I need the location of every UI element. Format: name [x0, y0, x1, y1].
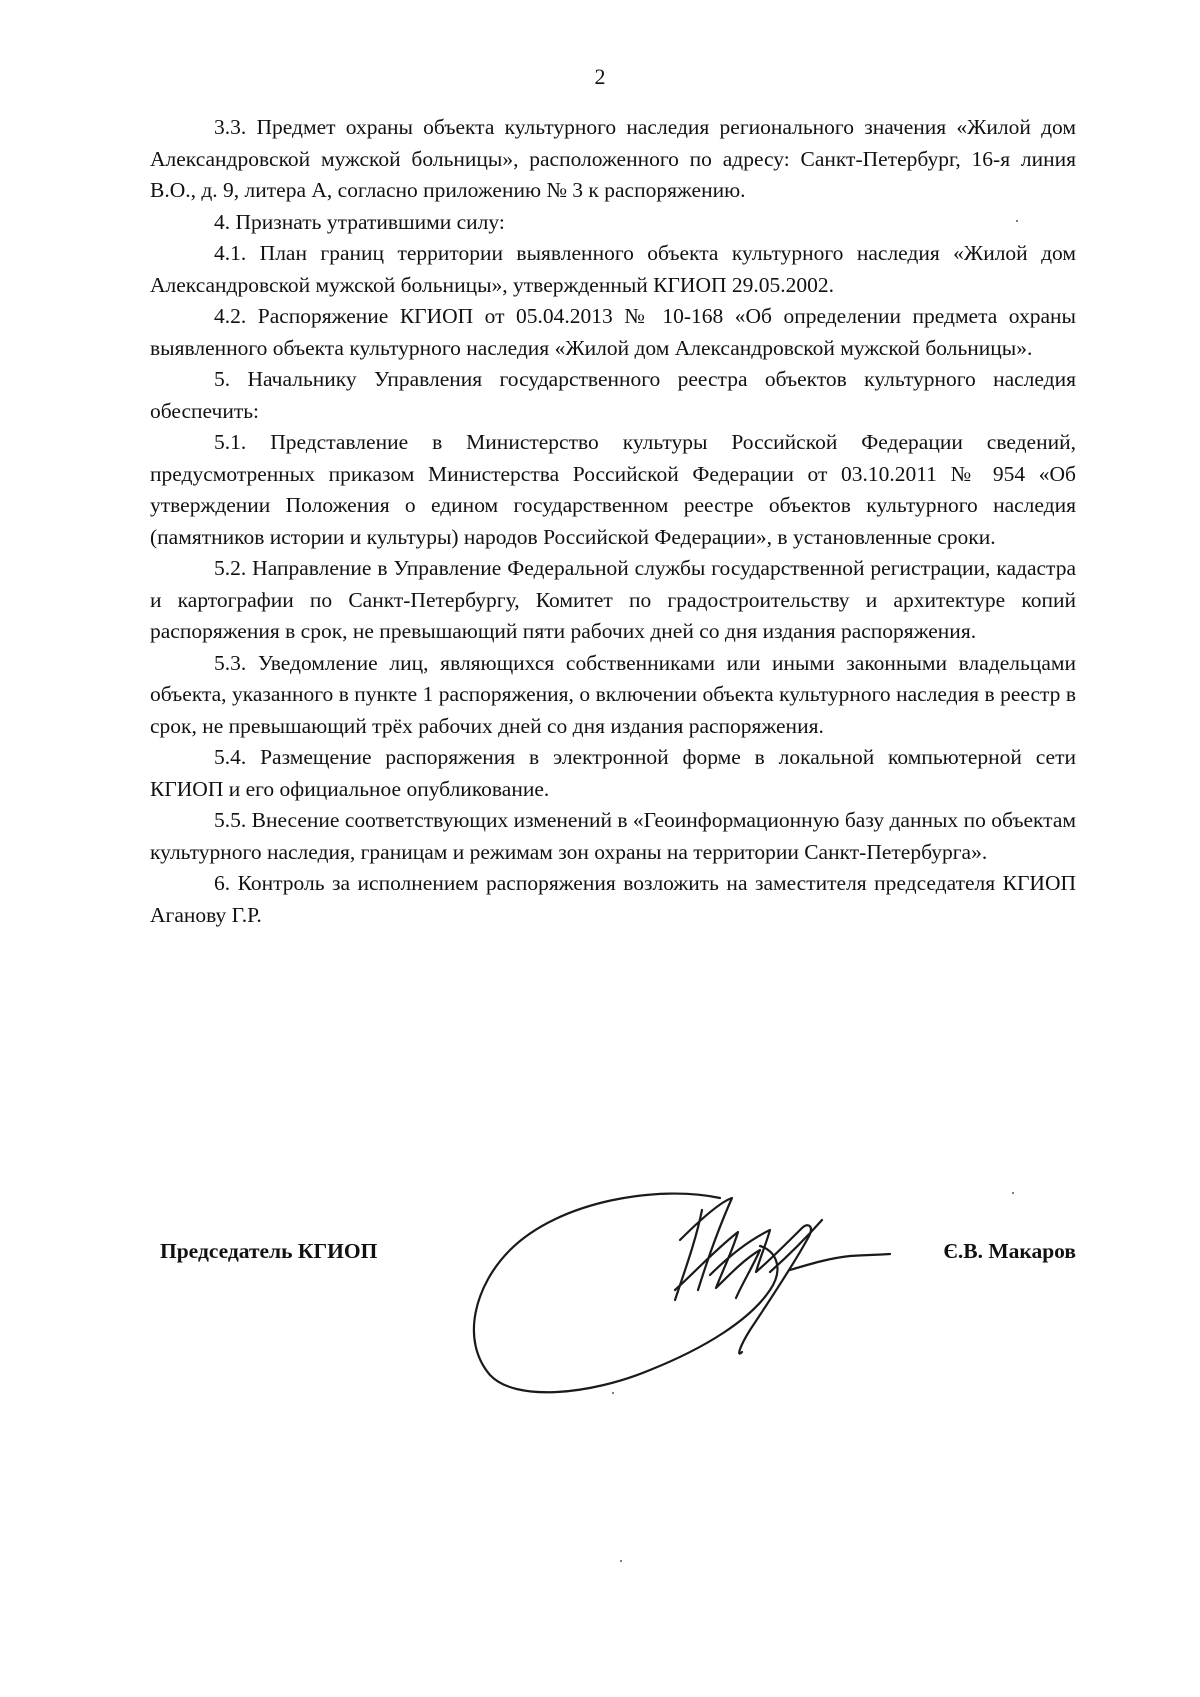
signatory-title: Председатель КГИОП: [160, 1239, 378, 1263]
paragraph-5-4: 5.4. Размещение распоряжения в электронной форме в локальной компьютерной сети КГИОП и его официальное опубликование.: [150, 745, 1076, 801]
scan-speck: [1012, 1192, 1014, 1194]
scan-speck: [620, 1560, 622, 1562]
scan-speck: [1016, 220, 1018, 222]
paragraph-5-1: 5.1. Представление в Министерство культуры Российской Федерации сведений, предусмотренных приказом Министерства Российской Федерации от 03.10.2011 № 954 «Об утверждении Положения о едином государственном реестре объектов культурного наследия (памятников истории и культуры) народов Российской Федерации», в установленные сроки.: [150, 430, 1076, 549]
paragraph-5: 5. Начальнику Управления государственного реестра объектов культурного наследия обеспечить:: [150, 367, 1076, 423]
document-body: [150, 112, 1076, 931]
paragraph-5-2: 5.2. Направление в Управление Федеральной службы государственной регистрации, кадастра и картографии по Санкт-Петербургу, Комитет по градостроительству и архитектуре копий распоряжения в срок, не превышающий пяти рабочих дней со дня издания распоряжения.: [150, 556, 1076, 643]
signatory-name: Є.В. Макаров: [943, 1239, 1076, 1263]
scan-speck: [612, 1392, 614, 1394]
paragraph-5-3: 5.3. Уведомление лиц, являющихся собственниками или иными законными владельцами объекта, указанного в пункте 1 распоряжения, о включении объекта культурного наследия в реестр в срок, не превышающий трёх рабочих дней со дня издания распоряжения.: [150, 650, 1076, 738]
paragraph-4: 4. Признать утратившими силу:: [214, 209, 505, 234]
paragraph-5-5: 5.5. Внесение соответствующих изменений в «Геоинформационную базу данных по объектам культурного наследия, границам и режимам зон охраны на территории Санкт-Петербурга».: [150, 808, 1076, 864]
page-number: 2: [594, 64, 606, 89]
paragraph-6: 6. Контроль за исполнением распоряжения возложить на заместителя председателя КГИОП Аганову Г.Р.: [150, 871, 1076, 927]
paragraph-4-1: 4.1. План границ территории выявленного объекта культурного наследия «Жилой дом Александровской мужской больницы», утвержденный КГИОП 29.05.2002.: [150, 241, 1076, 297]
paragraph-4-2: 4.2. Распоряжение КГИОП от 05.04.2013 № 10-168 «Об определении предмета охраны выявленного объекта культурного наследия «Жилой дом Александровской мужской больницы».: [150, 304, 1076, 360]
handwritten-signature-icon: [470, 1180, 930, 1400]
paragraph-3-3: 3.3. Предмет охраны объекта культурного наследия регионального значения «Жилой дом Александровской мужской больницы», расположенного по адресу: Санкт-Петербург, 16-я линия В.О., д. 9, литера А, согласно приложению № 3 к распоряжению.: [150, 115, 1076, 202]
